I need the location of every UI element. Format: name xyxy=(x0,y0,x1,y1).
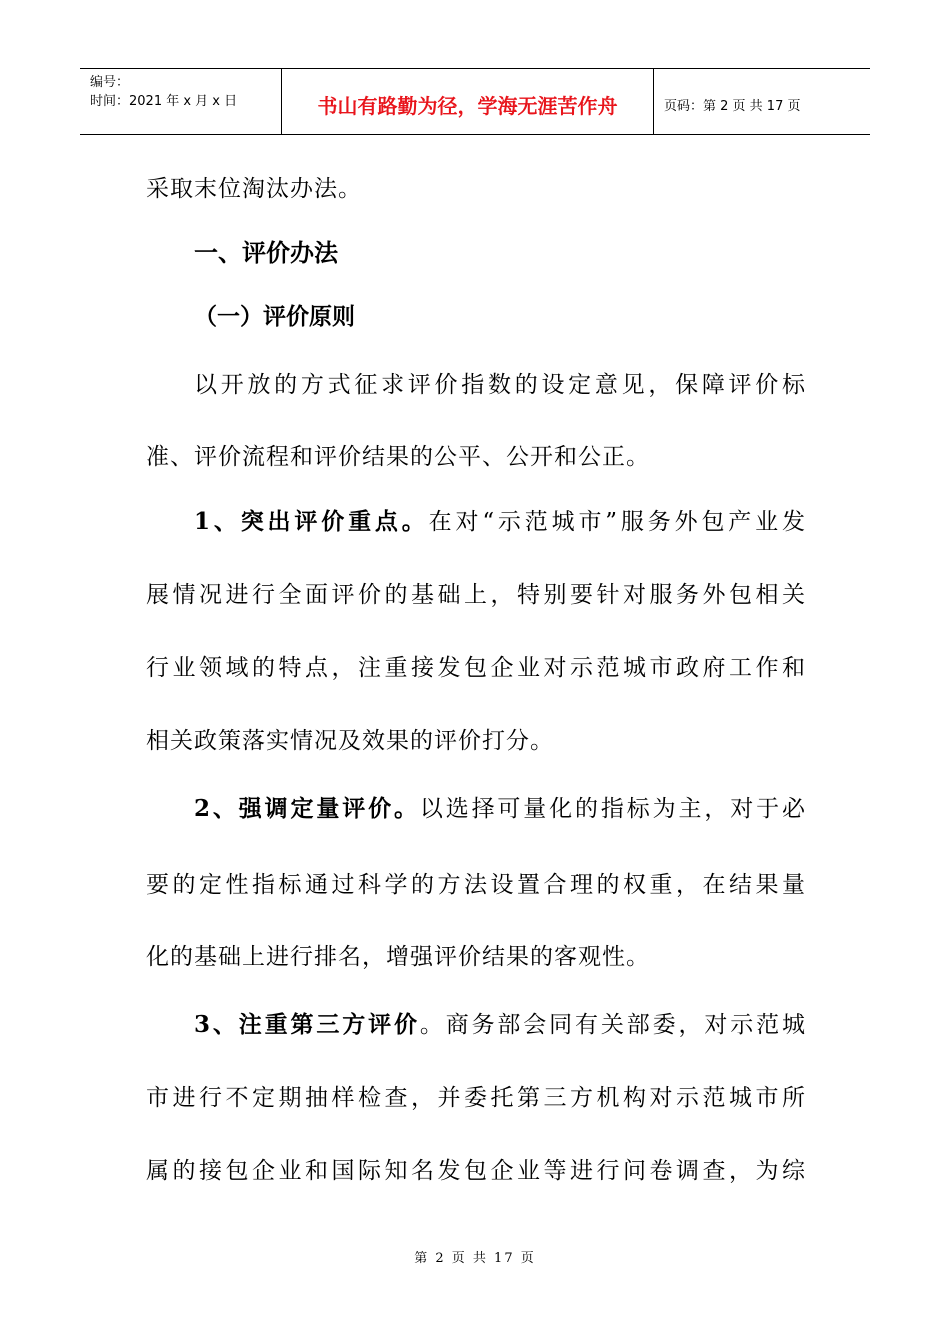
body-line-1: 采取末位淘汰办法。 xyxy=(146,176,362,202)
p3-line-2: 要的定性指标通过科学的方法设置合理的权重，在结果量 xyxy=(146,872,806,898)
sub-heading: （一）评价原则 xyxy=(194,304,355,330)
p2-line-1 xyxy=(194,503,806,536)
header-page-info-cell xyxy=(654,69,870,134)
header-motto: 书山有路勤为径，学海无涯苦作舟 xyxy=(317,94,618,118)
p2-lead: 1、突出评价重点。 xyxy=(194,508,429,535)
p3-line-1-rest: 以选择可量化的指标为主，对于必 xyxy=(419,796,806,822)
p4-line-3: 属的接包企业和国际知名发包企业等进行问卷调查，为综 xyxy=(146,1158,806,1184)
code-label: 编号： xyxy=(90,75,130,90)
p1-line-2: 准、评价流程和评价结果的公平、公开和公正。 xyxy=(146,444,650,470)
p3-lead: 2、强调定量评价。 xyxy=(194,795,420,822)
p4-lead: 3、注重第三方评价 xyxy=(194,1011,420,1038)
page-footer: 第 2 页 共 17 页 xyxy=(414,1251,536,1266)
p4-line-1 xyxy=(194,1006,806,1039)
p2-line-4: 相关政策落实情况及效果的评价打分。 xyxy=(146,728,554,754)
p3-line-3: 化的基础上进行排名，增强评价结果的客观性。 xyxy=(146,944,650,970)
p2-line-2: 展情况进行全面评价的基础上，特别要针对服务外包相关 xyxy=(146,582,806,608)
p4-line-1-rest: 。商务部会同有关部委，对示范城 xyxy=(419,1012,806,1038)
p3-line-1 xyxy=(194,790,806,823)
section-heading: 一、评价办法 xyxy=(194,239,338,267)
header-meta xyxy=(80,69,282,134)
p2-line-1-rest: 在对“示范城市”服务外包产业发 xyxy=(428,509,806,535)
header-page-info: 页码：第 2 页 共 17 页 xyxy=(664,99,801,114)
p1-line-1: 以开放的方式征求评价指数的设定意见，保障评价标 xyxy=(194,372,806,398)
page-header xyxy=(80,68,870,135)
time-label: 时间：2021 年 x 月 x 日 xyxy=(90,94,238,109)
p4-line-2: 市进行不定期抽样检查，并委托第三方机构对示范城市所 xyxy=(146,1085,806,1111)
p2-line-3: 行业领域的特点，注重接发包企业对示范城市政府工作和 xyxy=(146,655,806,681)
header-motto-cell xyxy=(282,69,654,134)
